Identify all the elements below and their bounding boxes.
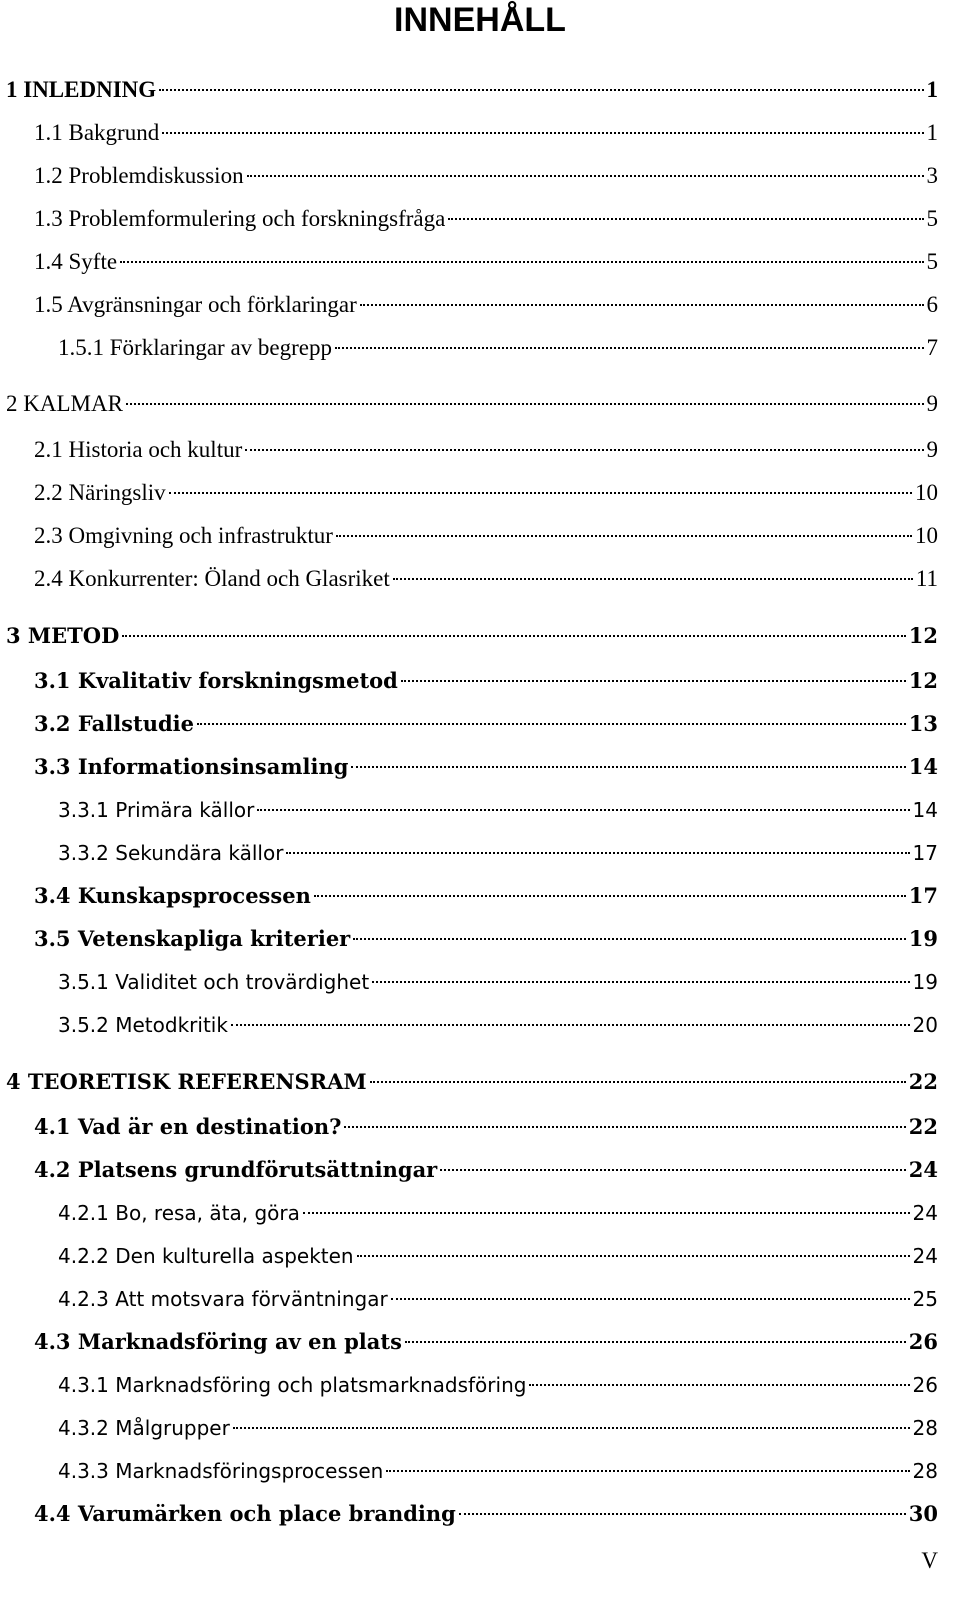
toc-label: 4.3 Marknadsföring av en plats — [34, 1329, 402, 1354]
toc-entry[interactable] — [34, 919, 938, 959]
toc-page-number: 12 — [908, 668, 938, 693]
toc-label: 2 KALMAR — [6, 391, 123, 416]
toc-label: 2.3 Omgivning och infrastruktur — [34, 523, 333, 548]
toc-entry[interactable] — [58, 1236, 938, 1276]
dot-leader — [353, 938, 906, 940]
toc-page-number: 24 — [912, 1201, 938, 1225]
toc-entry[interactable] — [34, 704, 938, 744]
toc-label: 4.3.2 Målgrupper — [58, 1416, 230, 1440]
toc-label: 3.3 Informationsinsamling — [34, 754, 349, 779]
dot-leader — [344, 1126, 905, 1128]
toc-entry[interactable] — [34, 242, 938, 282]
dot-leader — [391, 1298, 910, 1300]
toc-label: 1.1 Bakgrund — [34, 120, 160, 145]
toc-entry[interactable] — [34, 876, 938, 916]
toc-page-number: 10 — [915, 480, 938, 505]
dot-leader — [360, 304, 924, 306]
toc-label: 3.4 Kunskapsprocessen — [34, 883, 311, 908]
toc-label: 4.2.3 Att motsvara förväntningar — [58, 1287, 388, 1311]
dot-leader — [357, 1255, 910, 1257]
toc-page-number: 6 — [926, 292, 938, 317]
toc-page-number: 22 — [908, 1114, 938, 1139]
toc-label: 1.4 Syfte — [34, 249, 118, 274]
dot-leader — [405, 1341, 906, 1343]
dot-leader — [401, 680, 906, 682]
toc-page-number: 11 — [915, 566, 938, 591]
toc-page-number: 26 — [912, 1373, 938, 1397]
dot-leader — [159, 89, 923, 91]
toc-label: 4.2.1 Bo, resa, äta, göra — [58, 1201, 300, 1225]
toc-label: 4.3.1 Marknadsföring och platsmarknadsföring — [58, 1373, 527, 1397]
toc-page-number: 14 — [912, 798, 938, 822]
toc-label: 4.2.2 Den kulturella aspekten — [58, 1244, 354, 1268]
toc-label: 3.3.1 Primära källor — [58, 798, 255, 822]
toc-page-number: 17 — [912, 841, 938, 865]
toc-page-number: 9 — [926, 437, 938, 462]
toc-label: 4.3.3 Marknadsföringsprocessen — [58, 1459, 384, 1483]
toc-page-number: 24 — [912, 1244, 938, 1268]
toc-page-number: 1 — [926, 120, 938, 145]
dot-leader — [247, 175, 924, 177]
toc-label: 1.5 Avgränsningar och förklaringar — [34, 292, 357, 317]
toc-page-number: 17 — [908, 883, 938, 908]
dot-leader — [303, 1212, 910, 1214]
toc-label: 3.2 Fallstudie — [34, 711, 194, 736]
toc-label: 1 INLEDNING — [6, 77, 157, 102]
toc-entry[interactable] — [58, 790, 938, 830]
toc-entry[interactable] — [34, 473, 938, 513]
toc-label: 2.1 Historia och kultur — [34, 437, 243, 462]
toc-entry[interactable] — [34, 661, 938, 701]
toc-page-number: 9 — [926, 391, 938, 416]
page-title: INNEHÅLL — [394, 1, 566, 39]
toc-label: 3 METOD — [6, 623, 120, 648]
page-number: V — [921, 1548, 938, 1573]
dot-leader — [126, 403, 924, 405]
toc-page-number: 24 — [908, 1157, 938, 1182]
toc-page-number: 26 — [908, 1329, 938, 1354]
dot-leader — [286, 852, 909, 854]
toc-page-number: 20 — [912, 1013, 938, 1037]
toc-page-number: 22 — [908, 1069, 938, 1094]
toc-label: 2.2 Näringsliv — [34, 480, 166, 505]
toc-entry[interactable] — [34, 1494, 938, 1534]
toc-entry[interactable] — [58, 1451, 938, 1491]
toc-label: 2.4 Konkurrenter: Öland och Glasriket — [34, 566, 390, 591]
toc-entry[interactable] — [58, 962, 938, 1002]
toc-page-number: 19 — [908, 926, 938, 951]
toc-page-number: 13 — [908, 711, 938, 736]
toc-page-number: 19 — [912, 970, 938, 994]
toc-entry[interactable] — [34, 285, 938, 325]
dot-leader — [335, 347, 923, 349]
dot-leader — [459, 1513, 906, 1515]
dot-leader — [448, 218, 923, 220]
toc-page-number: 5 — [926, 206, 938, 231]
toc-entry[interactable] — [34, 113, 938, 153]
dot-leader — [120, 261, 923, 263]
dot-leader — [393, 578, 913, 580]
dot-leader — [162, 132, 923, 134]
toc-page-number: 10 — [915, 523, 938, 548]
toc-entry[interactable] — [34, 430, 938, 470]
dot-leader — [122, 635, 905, 637]
dot-leader — [529, 1384, 909, 1386]
toc-entry[interactable] — [34, 1150, 938, 1190]
toc-label: 4.4 Varumärken och place branding — [34, 1501, 456, 1526]
dot-leader — [372, 981, 909, 983]
toc-label: 1.5.1 Förklaringar av begrepp — [58, 335, 333, 360]
toc-page-number: 5 — [926, 249, 938, 274]
toc-entry[interactable] — [58, 1408, 938, 1448]
toc-entry[interactable] — [58, 1193, 938, 1233]
toc-entry[interactable] — [58, 833, 938, 873]
toc-page-number: 1 — [926, 77, 938, 102]
toc-label: 1.2 Problemdiskussion — [34, 163, 244, 188]
toc-entry[interactable] — [6, 384, 938, 424]
toc-entry[interactable] — [34, 559, 938, 599]
toc-entry[interactable] — [34, 747, 938, 787]
toc-label: 3.5.2 Metodkritik — [58, 1013, 228, 1037]
dot-leader — [314, 895, 906, 897]
toc-page-number: 28 — [912, 1459, 938, 1483]
dot-leader — [231, 1024, 910, 1026]
dot-leader — [197, 723, 906, 725]
toc-label: 3.5.1 Validitet och trovärdighet — [58, 970, 370, 994]
dot-leader — [351, 766, 905, 768]
toc-entry[interactable] — [6, 70, 938, 110]
toc-entry[interactable] — [34, 1107, 938, 1147]
toc-label: 4.2 Platsens grundförutsättningar — [34, 1157, 438, 1182]
toc-entry[interactable] — [34, 199, 938, 239]
toc-label: 1.3 Problemformulering och forskningsfråga — [34, 206, 446, 231]
toc-entry[interactable] — [58, 328, 938, 368]
toc-page-number: 28 — [912, 1416, 938, 1440]
toc-entry[interactable] — [58, 1005, 938, 1045]
toc-label: 3.5 Vetenskapliga kriterier — [34, 926, 351, 951]
toc-entry[interactable] — [6, 1062, 938, 1102]
dot-leader — [257, 809, 909, 811]
toc-page-number: 12 — [908, 623, 938, 648]
toc-entry[interactable] — [58, 1279, 938, 1319]
toc-label: 4 TEORETISK REFERENSRAM — [6, 1069, 367, 1094]
toc-page-number: 3 — [926, 163, 938, 188]
toc-page-number: 30 — [908, 1501, 938, 1526]
toc-entry[interactable] — [58, 1365, 938, 1405]
toc-page-number: 7 — [926, 335, 938, 360]
dot-leader — [386, 1470, 909, 1472]
dot-leader — [336, 535, 912, 537]
toc-label: 3.1 Kvalitativ forskningsmetod — [34, 668, 398, 693]
toc-entry[interactable] — [6, 616, 938, 656]
toc-page-number: 25 — [912, 1287, 938, 1311]
toc-entry[interactable] — [34, 1322, 938, 1362]
toc-label: 3.3.2 Sekundära källor — [58, 841, 284, 865]
toc-label: 4.1 Vad är en destination? — [34, 1114, 342, 1139]
toc-page-number: 14 — [908, 754, 938, 779]
dot-leader — [370, 1081, 906, 1083]
toc-entry[interactable] — [34, 516, 938, 556]
toc-entry[interactable] — [34, 156, 938, 196]
dot-leader — [169, 492, 912, 494]
dot-leader — [440, 1169, 906, 1171]
dot-leader — [233, 1427, 910, 1429]
dot-leader — [245, 449, 923, 451]
